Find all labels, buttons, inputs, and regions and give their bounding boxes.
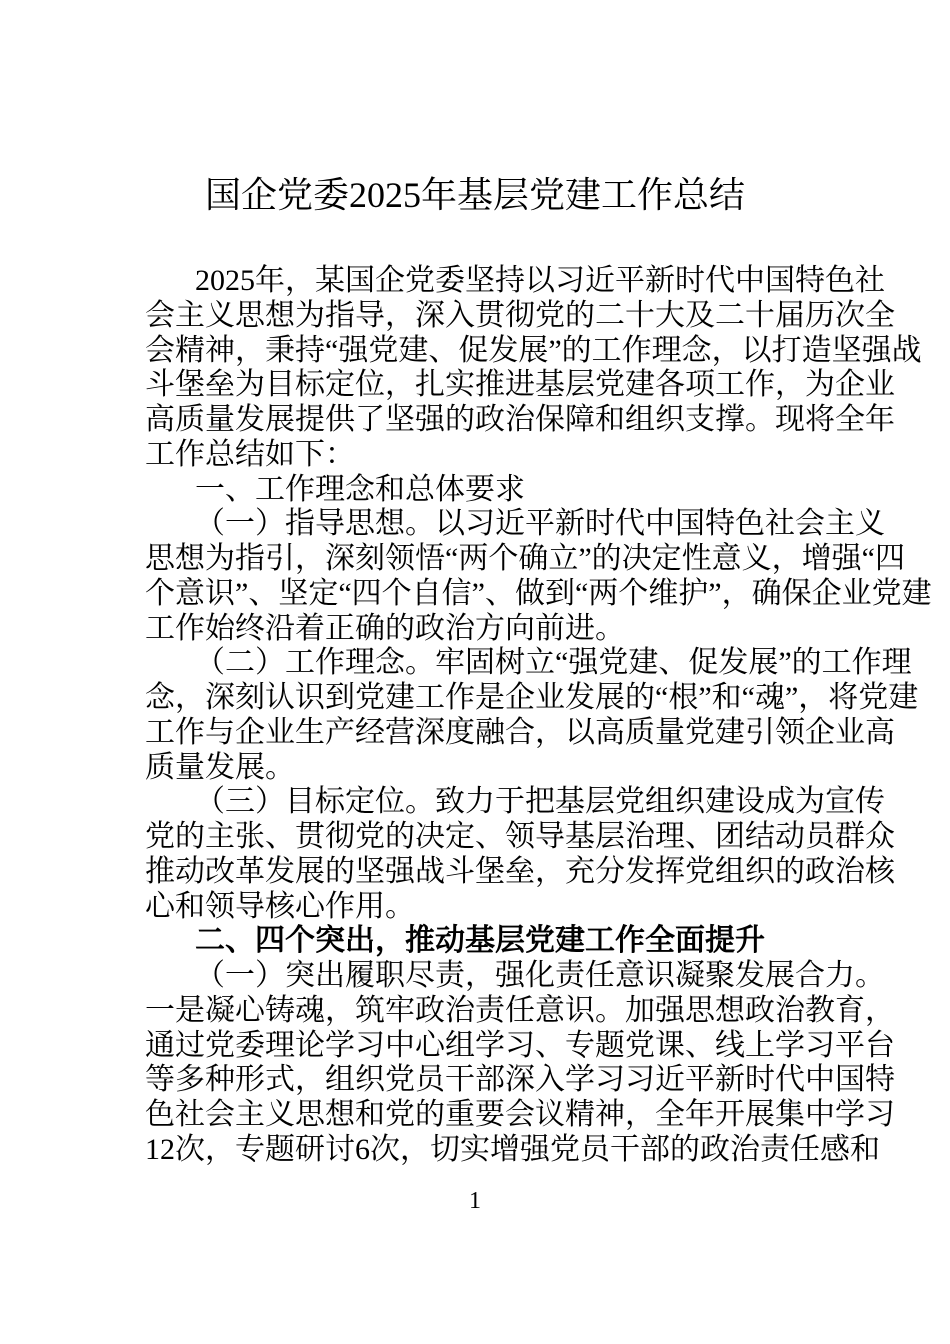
text-line: 2025年，某国企党委坚持以习近平新时代中国特色社 — [195, 264, 885, 297]
text-line: 质量发展。 — [145, 750, 295, 784]
text-line: 通过党委理论学习中心组学习、专题党课、线上学习平台 — [145, 1028, 895, 1062]
page-number: 1 — [469, 1188, 481, 1214]
text-line: （一）指导思想。以习近平新时代中国特色社会主义 — [195, 507, 885, 541]
text-line: 斗堡垒为目标定位，扎实推进基层党建各项工作，为企业 — [145, 368, 895, 402]
text-line: 12次，专题研讨6次，切实增强党员干部的政治责任感和 — [145, 1132, 880, 1166]
paragraph — [145, 507, 932, 646]
text-line: 二、四个突出，推动基层党建工作全面提升 — [195, 924, 765, 958]
text-line: （二）工作理念。牢固树立“强党建、促发展”的工作理 — [195, 646, 912, 680]
paragraph — [145, 785, 895, 924]
text-line: 思想为指引，深刻领悟“两个确立”的决定性意义，增强“四 — [145, 542, 905, 575]
text-line: 会精神，秉持“强党建、促发展”的工作理念，以打造坚强战 — [145, 333, 922, 367]
paragraph — [145, 264, 922, 473]
text-line: 会主义思想为指导，深入贯彻党的二十大及二十届历次全 — [145, 298, 895, 332]
text-line: 心和领导核心作用。 — [145, 889, 415, 923]
text-line: 推动改革发展的坚强战斗堡垒，充分发挥党组织的政治核 — [145, 854, 895, 888]
text-line: 念，深刻认识到党建工作是企业发展的“根”和“魂”，将党建 — [145, 681, 919, 714]
text-line: （一）突出履职尽责，强化责任意识凝聚发展合力。 — [195, 959, 885, 992]
document-title: 国企党委2025年基层党建工作总结 — [204, 175, 745, 215]
text-line: 等多种形式，组织党员干部深入学习习近平新时代中国特 — [145, 1063, 895, 1097]
text-line: 一、工作理念和总体要求 — [195, 472, 525, 506]
section-heading — [145, 924, 805, 959]
document-body — [145, 264, 932, 1168]
text-line: （三）目标定位。致力于把基层党组织建设成为宣传 — [195, 785, 885, 819]
text-line: 个意识”、坚定“四个自信”、做到“两个维护”，确保企业党建 — [145, 576, 932, 610]
text-line: 工作总结如下： — [145, 437, 355, 471]
section-heading — [145, 473, 805, 508]
text-line: 色社会主义思想和党的重要会议精神，全年开展集中学习 — [145, 1098, 895, 1131]
text-line: 高质量发展提供了坚强的政治保障和组织支撑。现将全年 — [145, 403, 895, 436]
text-line: 一是凝心铸魂，筑牢政治责任意识。加强思想政治教育， — [145, 993, 895, 1027]
paragraph — [145, 959, 895, 1168]
text-line: 党的主张、贯彻党的决定、领导基层治理、团结动员群众 — [145, 820, 895, 853]
text-line: 工作与企业生产经营深度融合，以高质量党建引领企业高 — [145, 715, 895, 749]
paragraph — [145, 646, 919, 785]
text-line: 工作始终沿着正确的政治方向前进。 — [145, 611, 625, 645]
